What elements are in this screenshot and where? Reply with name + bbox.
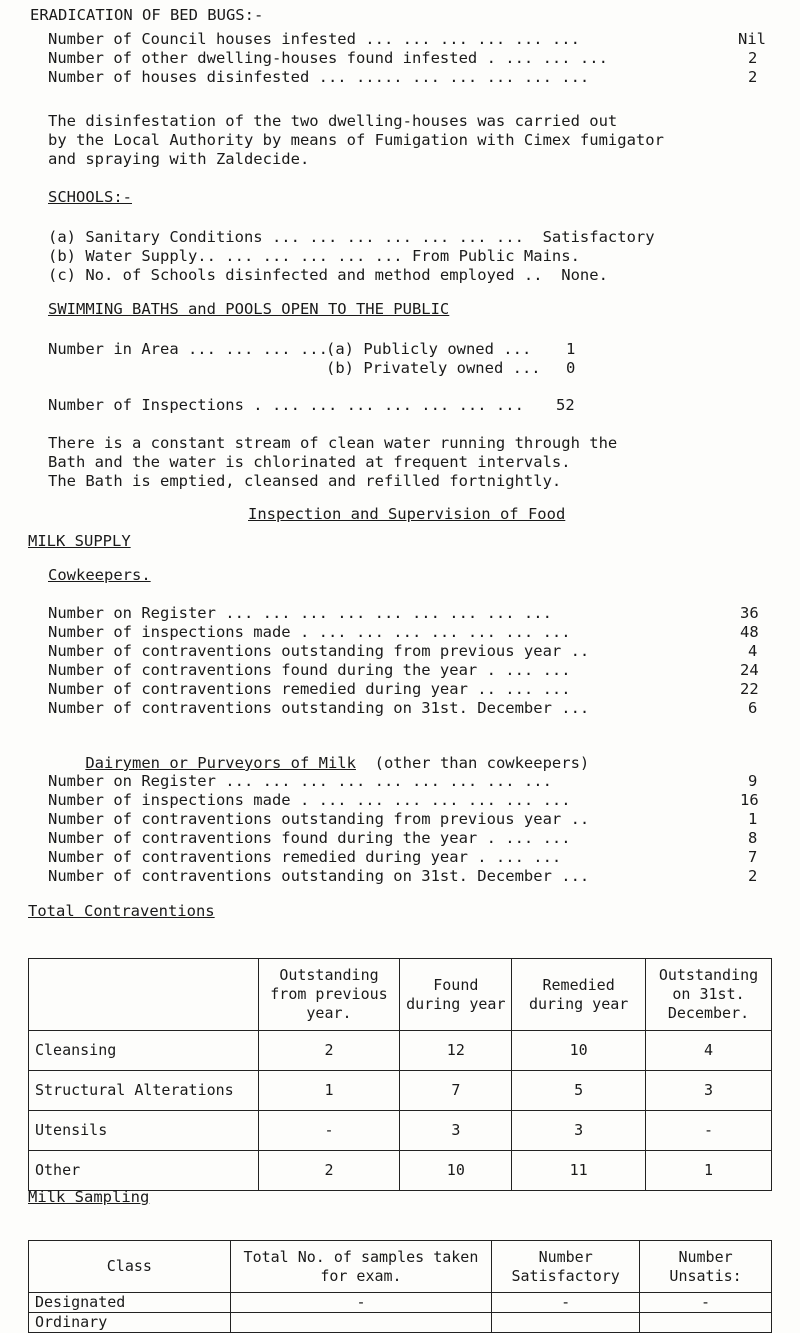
schools-row: (b) Water Supply.. ... ... ... ... ... From Public Mains.	[48, 247, 580, 265]
table-cell: Other	[29, 1151, 259, 1191]
para-line: There is a constant stream of clean water running through the	[48, 434, 618, 452]
swimming-area	[48, 340, 576, 377]
row-value: 9	[748, 772, 758, 790]
table-cell: Ordinary	[29, 1313, 231, 1333]
row-value: 24	[740, 661, 759, 679]
swimming-paragraph	[48, 434, 617, 491]
table-cell: -	[492, 1293, 640, 1313]
privately-owned-value: 0	[566, 359, 576, 377]
schools-row: (a) Sanitary Conditions ... ... ... ... ... ... ... Satisfactory	[48, 228, 655, 246]
eradication-heading: ERADICATION OF BED BUGS:-	[30, 6, 264, 24]
schools-list	[48, 228, 655, 285]
row-value: 8	[748, 829, 758, 847]
table-header: Class	[29, 1241, 231, 1293]
table-cell: 11	[512, 1151, 646, 1191]
table-cell: Structural Alterations	[29, 1071, 259, 1111]
table-cell: 10	[512, 1031, 646, 1071]
table-cell: 10	[400, 1151, 512, 1191]
row-label: Number of other dwelling-houses found infested . ... ... ...	[48, 49, 608, 67]
table-cell: 4	[646, 1031, 772, 1071]
row-value: 2	[748, 867, 758, 885]
milk-sampling-table	[28, 1240, 772, 1333]
dairymen-heading: Dairymen or Purveyors of Milk	[85, 754, 356, 772]
table-header-row	[29, 1241, 772, 1293]
milk-supply-heading: MILK SUPPLY	[28, 532, 131, 550]
eradication-row	[48, 30, 766, 49]
row-label: Number of contraventions remedied during year .. ... ...	[48, 680, 571, 698]
table-cell: 3	[646, 1071, 772, 1111]
dairymen-list	[48, 772, 759, 886]
row-value: 48	[740, 623, 759, 641]
row-label: Number of contraventions outstanding on 31st. December ...	[48, 867, 590, 885]
table-header: Number Satisfactory	[492, 1241, 640, 1293]
table-cell: 2	[258, 1151, 400, 1191]
table-row	[29, 1071, 772, 1111]
table-cell: 3	[512, 1111, 646, 1151]
total-contraventions-table	[28, 958, 772, 1191]
table-header: Found during year	[400, 959, 512, 1031]
table-cell: Utensils	[29, 1111, 259, 1151]
table-cell: 2	[258, 1031, 400, 1071]
publicly-owned-label: (a) Publicly owned ...	[326, 340, 532, 358]
dairymen-heading-suffix: (other than cowkeepers)	[374, 754, 590, 772]
swimming-inspections	[48, 396, 575, 415]
row-value: 4	[748, 642, 758, 660]
table-row	[29, 1313, 772, 1333]
eradication-row	[48, 49, 758, 68]
table-header: Outstanding on 31st. December.	[646, 959, 772, 1031]
row-value: 36	[740, 604, 759, 622]
row-value: 22	[740, 680, 759, 698]
row-label: Number of contraventions outstanding from previous year ..	[48, 642, 590, 660]
swimming-heading: SWIMMING BATHS and POOLS OPEN TO THE PUBLIC	[48, 300, 450, 318]
table-cell	[640, 1313, 772, 1333]
para-line: The Bath is emptied, cleansed and refilled fortnightly.	[48, 472, 562, 490]
cowkeepers-list	[48, 604, 759, 718]
table-cell: 5	[512, 1071, 646, 1111]
table-cell: -	[646, 1111, 772, 1151]
table-header: Outstanding from previous year.	[258, 959, 400, 1031]
table-cell: Designated	[29, 1293, 231, 1313]
row-label: Number of contraventions outstanding on 31st. December ...	[48, 699, 590, 717]
row-label: Number of inspections made . ... ... ... ... ... ... ...	[48, 623, 571, 641]
table-cell: Cleansing	[29, 1031, 259, 1071]
para-line: The disinfestation of the two dwelling-houses was carried out	[48, 112, 618, 130]
row-label: Number on Register ... ... ... ... ... ... ... ... ...	[48, 772, 552, 790]
table-row	[29, 1293, 772, 1313]
row-label: Number of contraventions found during the year . ... ...	[48, 661, 571, 679]
eradication-row	[48, 68, 758, 87]
table-cell: -	[640, 1293, 772, 1313]
total-contraventions-heading: Total Contraventions	[28, 902, 215, 920]
eradication-list	[48, 30, 766, 87]
table-header	[29, 959, 259, 1031]
inspections-label: Number of Inspections . ... ... ... ... ... ... ...	[48, 396, 524, 414]
row-label: Number on Register ... ... ... ... ... ... ... ... ...	[48, 604, 552, 622]
inspection-heading: Inspection and Supervision of Food	[248, 505, 566, 523]
privately-owned-label: (b) Privately owned ...	[326, 359, 541, 377]
row-label: Number of contraventions remedied during year . ... ...	[48, 848, 562, 866]
table-cell	[230, 1313, 491, 1333]
schools-heading: SCHOOLS:-	[48, 188, 132, 206]
row-label: Number of contraventions found during the year . ... ...	[48, 829, 571, 847]
table-cell: -	[258, 1111, 400, 1151]
row-value: 2	[748, 68, 758, 86]
schools-row: (c) No. of Schools disinfected and method employed .. None.	[48, 266, 608, 284]
publicly-owned-value: 1	[566, 340, 576, 358]
row-label: Number of inspections made . ... ... ... ... ... ... ...	[48, 791, 571, 809]
row-value: 16	[740, 791, 759, 809]
table-cell: 7	[400, 1071, 512, 1111]
para-line: Bath and the water is chlorinated at frequent intervals.	[48, 453, 571, 471]
table-cell: 3	[400, 1111, 512, 1151]
table-cell: 12	[400, 1031, 512, 1071]
table-row	[29, 1111, 772, 1151]
para-line: by the Local Authority by means of Fumigation with Cimex fumigator	[48, 131, 664, 149]
table-header: Number Unsatis:	[640, 1241, 772, 1293]
row-value: 6	[748, 699, 758, 717]
table-cell: 1	[258, 1071, 400, 1111]
cowkeepers-heading: Cowkeepers.	[48, 566, 151, 584]
para-line: and spraying with Zaldecide.	[48, 150, 310, 168]
table-row	[29, 1031, 772, 1071]
row-label: Number of contraventions outstanding from previous year ..	[48, 810, 590, 828]
table-header-row	[29, 959, 772, 1031]
eradication-paragraph	[48, 112, 664, 169]
row-value: 7	[748, 848, 758, 866]
row-label: Number of Council houses infested ... ... ... ... ... ...	[48, 30, 580, 48]
row-value: 2	[748, 49, 758, 67]
table-cell: 1	[646, 1151, 772, 1191]
row-value: 1	[748, 810, 758, 828]
row-label: Number of houses disinfested ... ..... ... ... ... ... ...	[48, 68, 590, 86]
table-row	[29, 1151, 772, 1191]
milk-sampling-heading: Milk Sampling	[28, 1188, 150, 1206]
area-label: Number in Area ... ... ... ...	[48, 340, 328, 358]
table-header: Total No. of samples taken for exam.	[230, 1241, 491, 1293]
row-value: Nil	[738, 30, 766, 48]
inspections-value: 52	[556, 396, 575, 414]
table-header: Remedied during year	[512, 959, 646, 1031]
table-cell	[492, 1313, 640, 1333]
table-cell: -	[230, 1293, 491, 1313]
